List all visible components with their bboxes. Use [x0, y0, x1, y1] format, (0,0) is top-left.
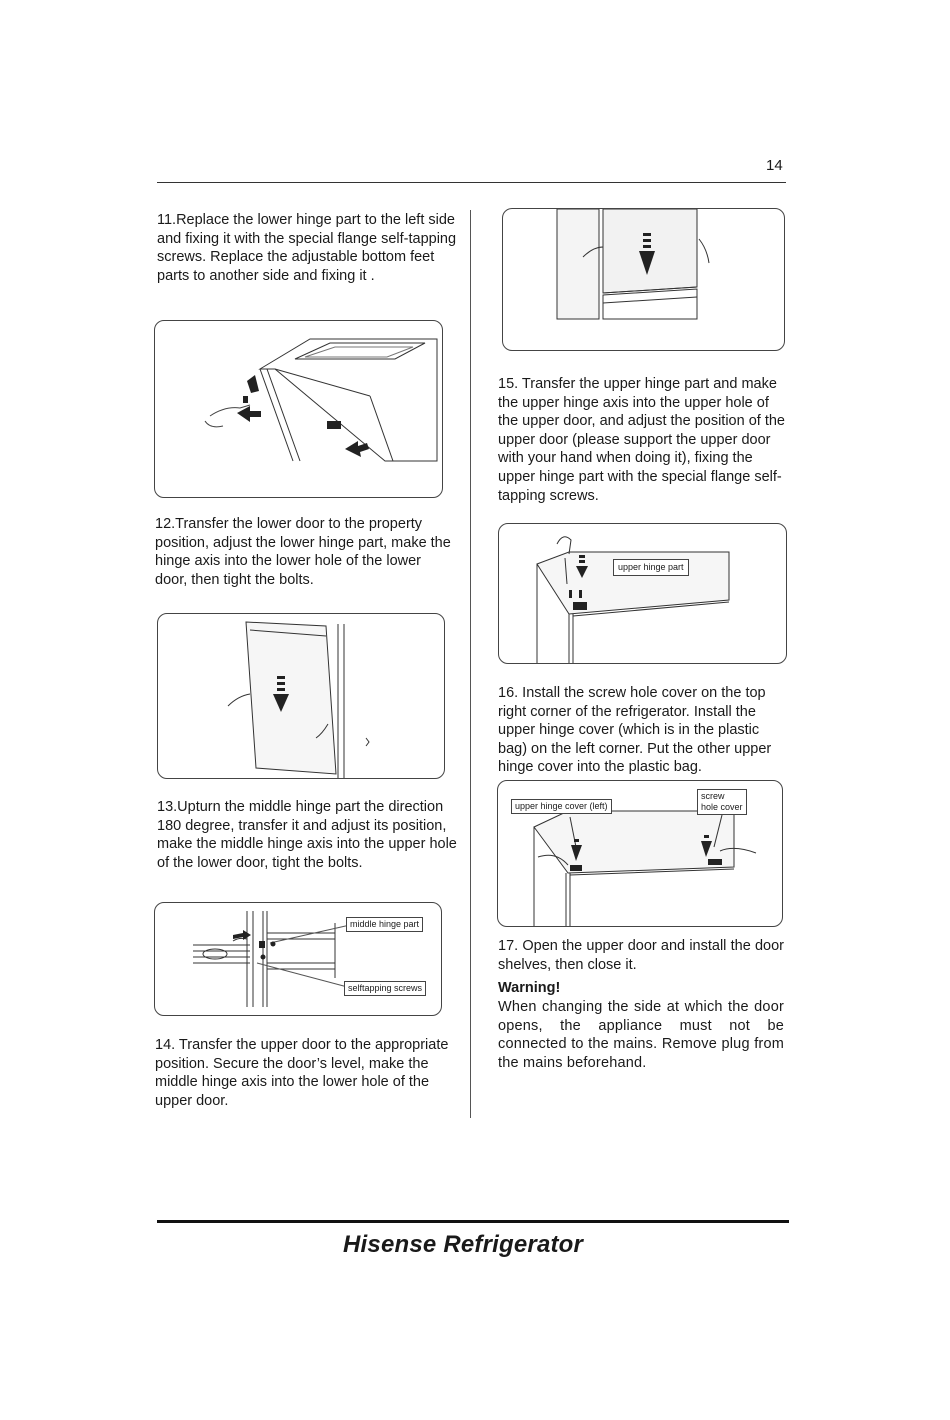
- step-17-text: 17. Open the upper door and install the door shelves, then close it.: [498, 938, 784, 973]
- page-number: 14: [766, 157, 783, 174]
- footer-brand: Hisense Refrigerator: [343, 1231, 584, 1258]
- upper-door-illustration: [503, 209, 784, 350]
- step-12-text: 12.Transfer the lower door to the property position, adjust the lower hinge part, make the hinge axis into the lower hole of the lower door, then tight the bolts.: [155, 516, 451, 588]
- step-11-text: 11.Replace the lower hinge part to the left side and fixing it with the special flange self-tapping screws. Replace the adjustable bottom feet parts to another side and fixing it .: [157, 212, 457, 284]
- column-divider: [470, 210, 471, 1118]
- callout-middle-hinge-part: middle hinge part: [346, 917, 423, 932]
- step-14-text: 14. Transfer the upper door to the appropriate position. Secure the door’s level, make the middle hinge axis into the lower hole of the upper door.: [155, 1037, 449, 1109]
- figure-step-15: [498, 523, 787, 664]
- upper-hinge-illustration: [499, 524, 786, 663]
- step-16-text: 16. Install the screw hole cover on the top right corner of the refrigerator. Install the upper hinge cover (which is in the plastic bag) on the left corner. Put the other upper hinge cover into the plastic bag.: [498, 685, 772, 776]
- callout-upper-hinge-cover-left: upper hinge cover (left): [511, 799, 612, 814]
- step-13-text: 13.Upturn the middle hinge part the direction 180 degree, transfer it and adjust its position, make the middle hinge axis into the upper hole of the lower door, tight the bolts.: [157, 799, 457, 871]
- figure-step-11: [154, 320, 443, 498]
- callout-selftapping-screws: selftapping screws: [344, 981, 426, 996]
- header-rule: [157, 182, 786, 183]
- warning-text: When changing the side at which the door opens, the appliance must not be connected to the mains. Remove plug from the mains beforehand.: [498, 999, 784, 1071]
- callout-upper-hinge-part: upper hinge part: [613, 559, 689, 576]
- warning-title: Warning!: [498, 980, 561, 996]
- lower-door-illustration: [158, 614, 444, 778]
- figure-step-12: [157, 613, 445, 779]
- step-15-text: 15. Transfer the upper hinge part and make the upper hinge axis into the upper hole of the upper door, and adjust the position of the upper door (please support the upper door with your hand when doing it), fixing the upper hinge part with the special flange self-tapping screws.: [498, 376, 785, 504]
- lower-hinge-illustration: [155, 321, 442, 497]
- figure-step-14: [502, 208, 785, 351]
- callout-screw-hole-cover: screw hole cover: [697, 789, 747, 815]
- footer-rule: [157, 1220, 789, 1223]
